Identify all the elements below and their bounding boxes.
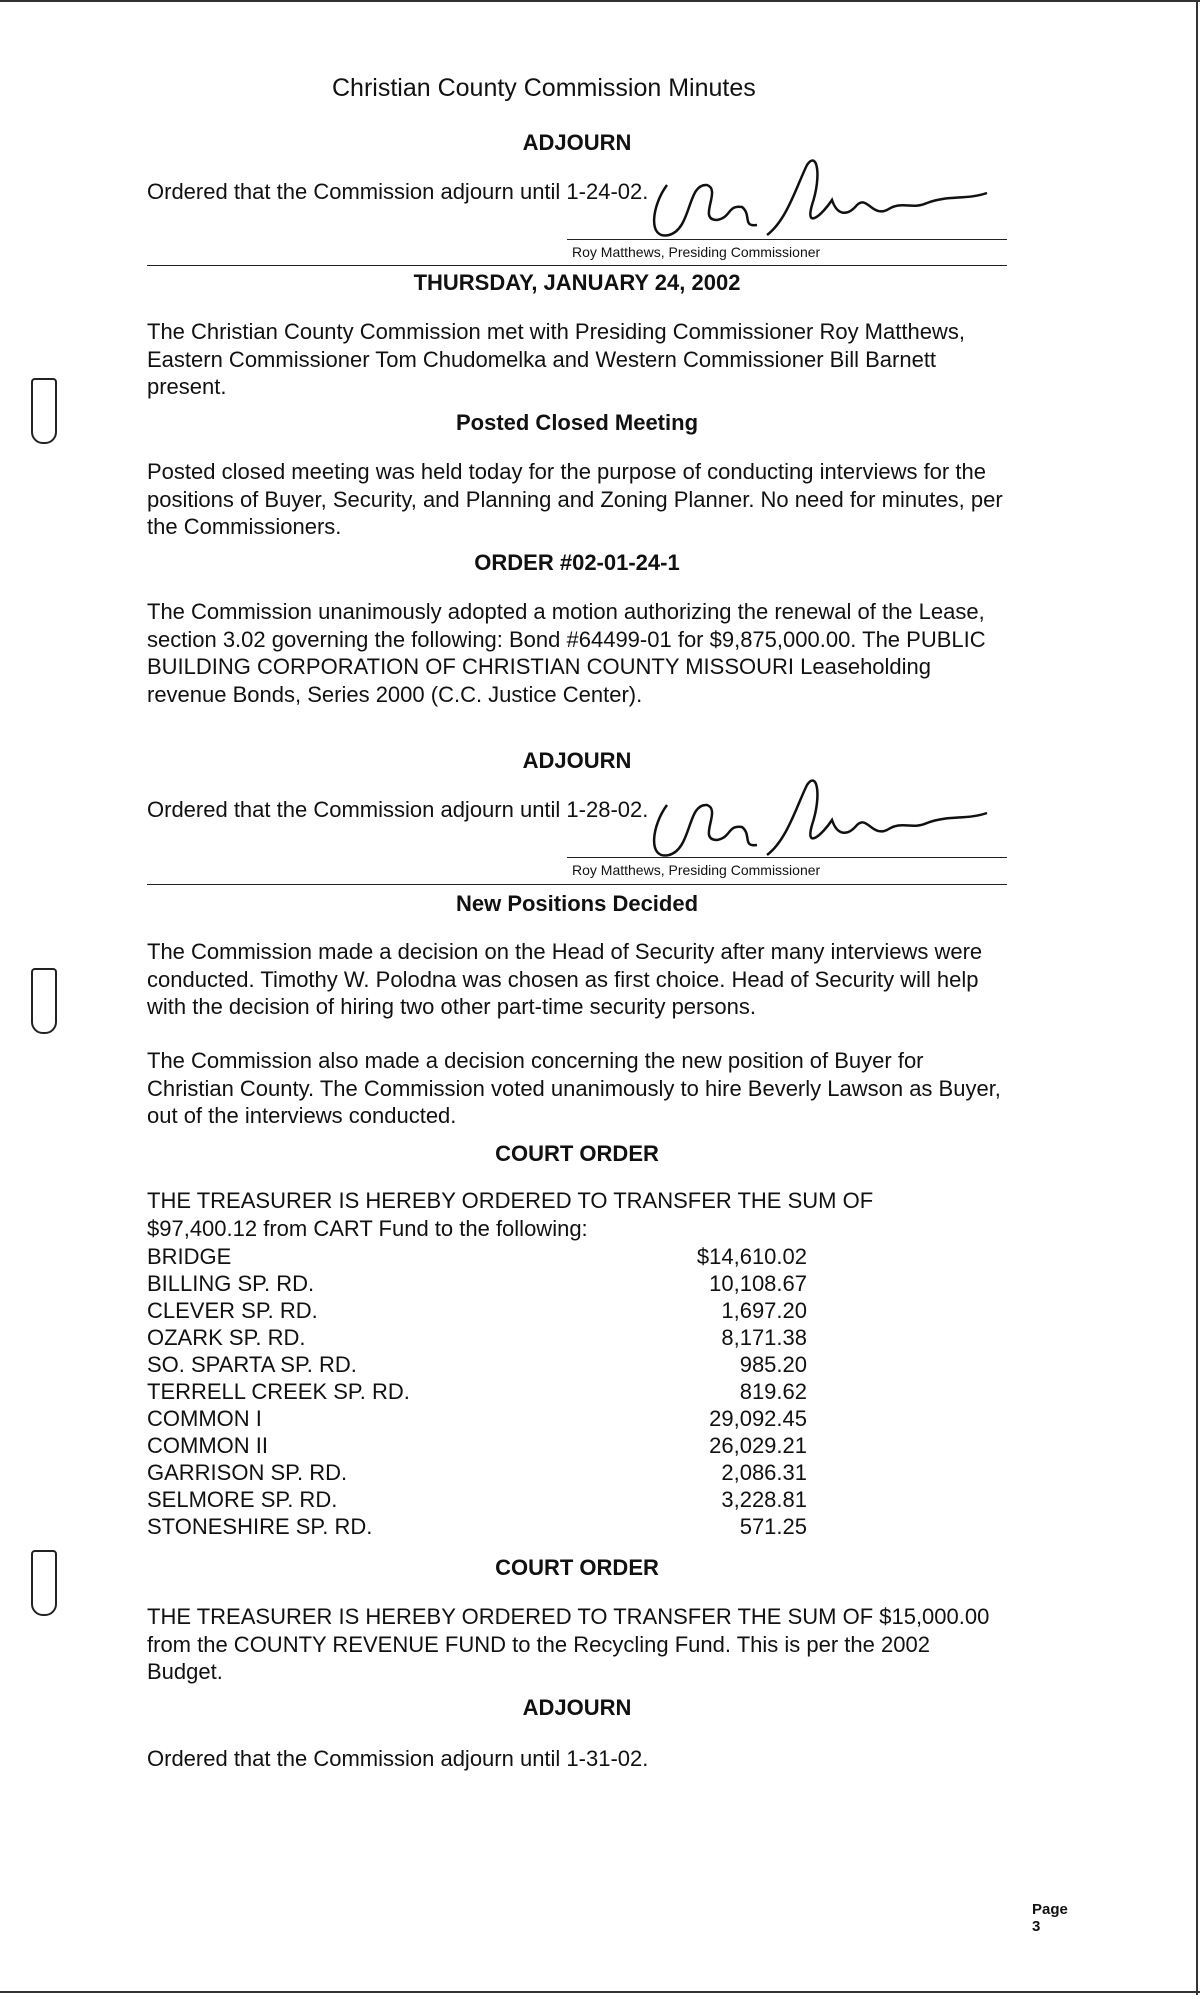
closed-meeting-text: Posted closed meeting was held today for the purpose of conducting interviews for the positions of Buyer, Security, and Planning and Zoning Planner. No need for minutes, per the Commissioners. <box>147 459 1003 539</box>
adjourn-text-3: Ordered that the Commission adjourn until 1-31-02. <box>147 1746 649 1771</box>
court-order-heading-2: COURT ORDER <box>495 1555 659 1580</box>
binder-hole-top <box>31 378 57 444</box>
adjourn-text-1: Ordered that the Commission adjourn until 1-24-02. <box>147 179 649 204</box>
binder-hole-middle <box>31 968 57 1034</box>
attendance-text: The Christian County Commission met with Presiding Commissioner Roy Matthews, Eastern Commissioner Tom Chudomelka and Western Commissioner Bill Barnett present. <box>147 319 965 399</box>
date-heading: THURSDAY, JANUARY 24, 2002 <box>413 270 741 295</box>
signature-caption-1: Roy Matthews, Presiding Commissioner <box>572 244 821 260</box>
court-order-2-text: THE TREASURER IS HEREBY ORDERED TO TRANSFER THE SUM OF $15,000.00 from the COUNTY REVENUE FUND to the Recycling Fund. This is per the 2002 Budget. <box>147 1604 990 1684</box>
page-edge-bottom <box>0 1991 1200 1993</box>
order-heading: ORDER #02-01-24-1 <box>474 550 680 575</box>
table-row: COMMON II 26,029.21 <box>147 1433 807 1458</box>
table-row: BRIDGE $14,610.02 <box>147 1244 807 1269</box>
page-edge-top <box>0 0 1200 4</box>
closed-meeting-heading: Posted Closed Meeting <box>455 410 699 435</box>
page-number: Page 3 <box>1032 1901 1068 1935</box>
court-order-heading-1: COURT ORDER <box>495 1141 659 1166</box>
page-edge-right <box>1196 0 1198 1995</box>
signature-line-2 <box>567 857 1007 858</box>
adjourn-heading-2: ADJOURN <box>522 748 632 773</box>
table-row: COMMON I 29,092.45 <box>147 1406 807 1431</box>
table-row: SO. SPARTA SP. RD. 985.20 <box>147 1352 807 1377</box>
section-divider-1 <box>147 265 1007 266</box>
table-row: STONESHIRE SP. RD. 571.25 <box>147 1514 807 1539</box>
order-text: The Commission unanimously adopted a motion authorizing the renewal of the Lease, section 3.02 governing the following: Bond #64499-01 for $9,875,000.00. The PUBLIC BUILDING CORPORATION OF CHRISTIAN COUNTY MISSOURI Leaseholding revenue Bonds, Series 2000 (C.C. Justice Center). <box>147 599 986 707</box>
positions-text-1: The Commission made a decision on the Head of Security after many interviews were conducted. Timothy W. Polodna was chosen as first choice. Head of Security will help with the decision of hiring two other part-time security persons. <box>147 939 983 1019</box>
table-row: BILLING SP. RD. 10,108.67 <box>147 1271 807 1296</box>
court-order-1-line-1: THE TREASURER IS HEREBY ORDERED TO TRANSFER THE SUM OF <box>147 1188 874 1213</box>
adjourn-heading-1: ADJOURN <box>522 130 632 155</box>
signature-caption-2: Roy Matthews, Presiding Commissioner <box>572 862 821 878</box>
table-row: TERRELL CREEK SP. RD. 819.62 <box>147 1379 807 1404</box>
signature-line-1 <box>567 239 1007 240</box>
signature-2 <box>647 765 1007 875</box>
court-order-1-line-2: $97,400.12 from CART Fund to the following: <box>147 1216 588 1241</box>
table-row: GARRISON SP. RD. 2,086.31 <box>147 1460 807 1485</box>
positions-heading: New Positions Decided <box>455 891 699 916</box>
page-title: Christian County Commission Minutes <box>332 74 756 102</box>
table-row: SELMORE SP. RD. 3,228.81 <box>147 1487 807 1512</box>
binder-hole-bottom <box>31 1550 57 1616</box>
adjourn-heading-3: ADJOURN <box>522 1695 632 1720</box>
positions-text-2: The Commission also made a decision concerning the new position of Buyer for Christian County. The Commission voted unanimously to hire Beverly Lawson as Buyer, out of the interviews conducted. <box>147 1048 1001 1128</box>
table-row: CLEVER SP. RD. 1,697.20 <box>147 1298 807 1323</box>
section-divider-2 <box>147 884 1007 885</box>
table-row: OZARK SP. RD. 8,171.38 <box>147 1325 807 1350</box>
adjourn-text-2: Ordered that the Commission adjourn until 1-28-02. <box>147 797 649 822</box>
